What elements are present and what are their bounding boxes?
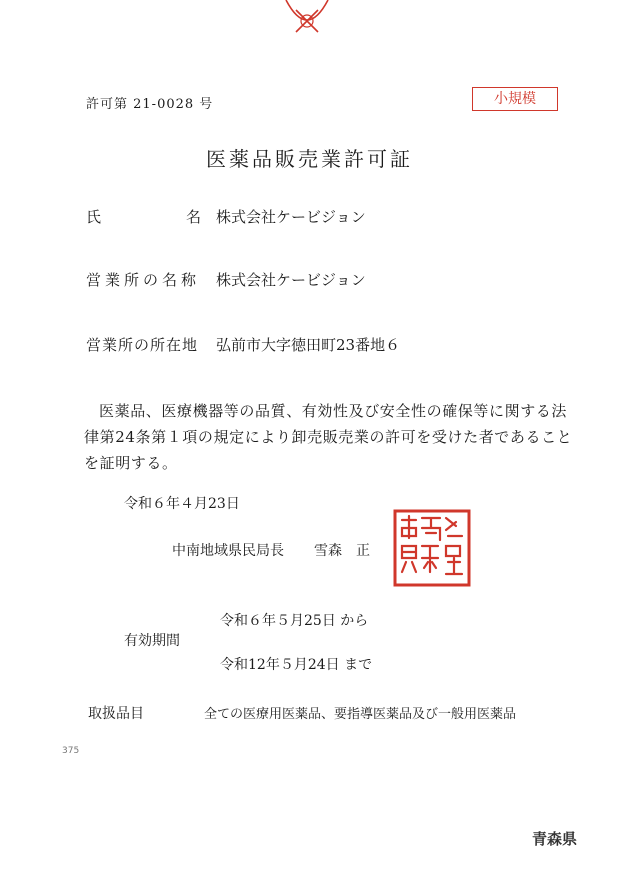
issue-date: 令和６年４月23日 [124, 496, 240, 512]
certification-text: 医薬品、医療機器等の品質、有効性及び安全性の確保等に関する法律第24条第１項の規定により卸売販売業の許可を受けた者であることを証明する。 [84, 402, 573, 472]
office-name-label: 営業所の名称 [86, 271, 201, 289]
name-label-right: 名 [186, 208, 202, 226]
handled-items-value: 全ての医療用医薬品、要指導医薬品及び一般用医薬品 [204, 707, 517, 722]
office-location-value: 弘前市大字徳田町23番地６ [216, 336, 401, 354]
office-name-value: 株式会社ケービジョン [216, 271, 366, 289]
top-stamp-icon [282, 0, 332, 46]
name-value: 株式会社ケービジョン [216, 208, 366, 226]
validity-label: 有効期間 [124, 633, 180, 649]
name-label-left: 氏 [86, 208, 102, 226]
page-number: 375 [62, 746, 80, 756]
prefecture-name: 青森県 [532, 830, 578, 848]
office-location-label: 営業所の所在地 [86, 336, 199, 354]
handled-items-label: 取扱品目 [88, 706, 144, 722]
issuer-title: 中南地域県民局長 [172, 543, 284, 559]
issuer-name: 雪森 正 [314, 543, 370, 559]
validity-to: 令和12年５月24日 まで [220, 657, 373, 673]
permit-number: 許可第 21-0028 号 [86, 97, 214, 112]
size-category-badge: 小規模 [472, 87, 558, 111]
validity-from: 令和６年５月25日 から [220, 613, 369, 629]
official-seal-icon [392, 508, 472, 588]
document-title: 医薬品販売業許可証 [206, 147, 413, 171]
